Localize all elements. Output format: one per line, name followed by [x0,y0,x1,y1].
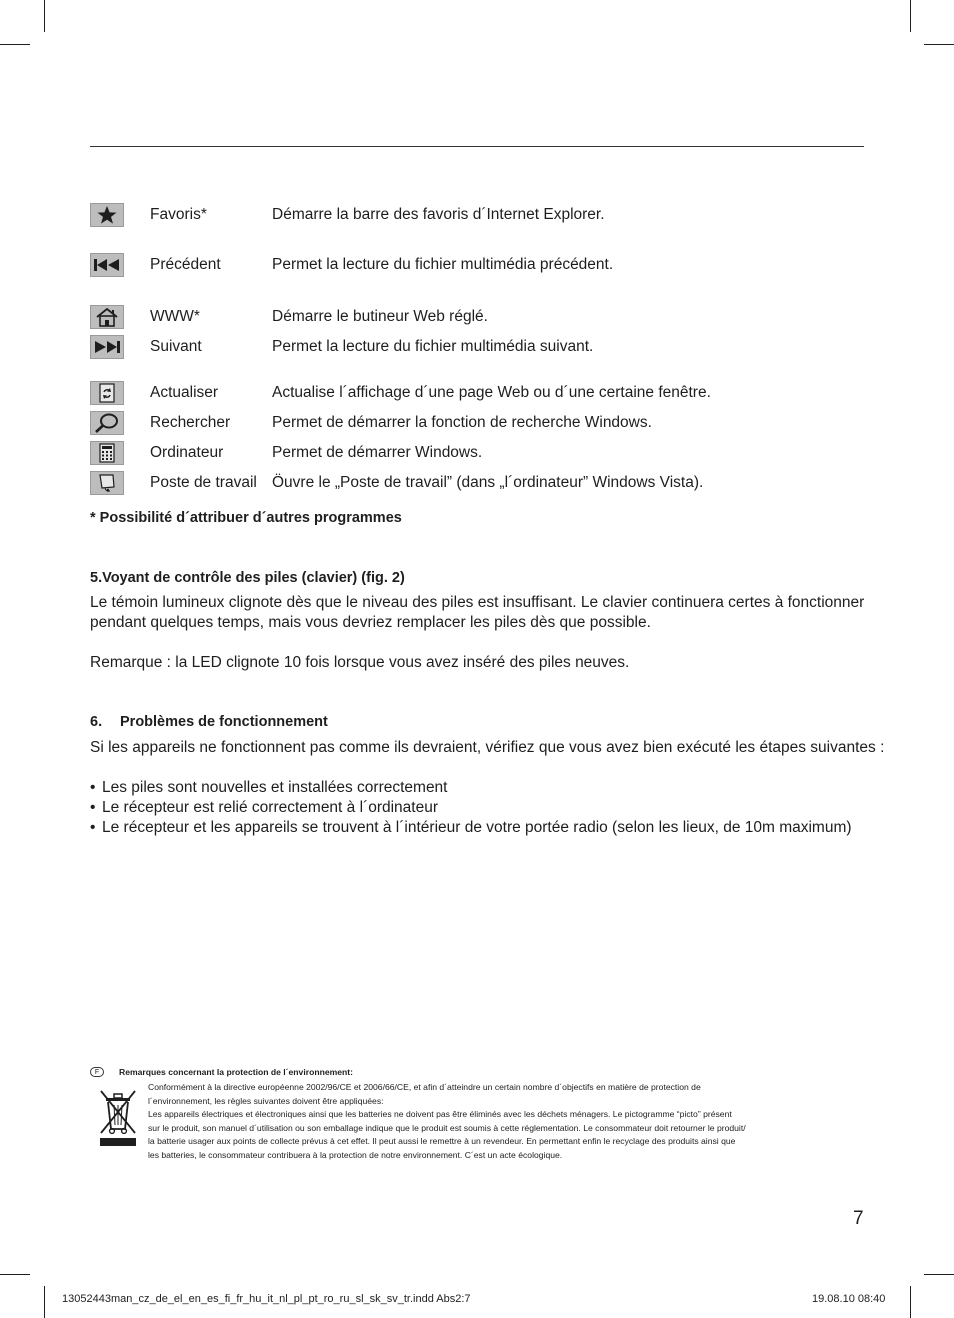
section-5-paragraph-line-2: pendant quelques temps, mais vous devriez remplacer les piles dès que possible. [90,614,651,631]
environment-line: l´environnement, les règles suivantes doivent être appliquées: [148,1095,384,1106]
home-icon [90,305,124,329]
crop-mark [924,1274,954,1275]
list-item-text: Le récepteur et les appareils se trouvent à l´intérieur de votre portée radio (selon les lieux, de 10m maximum) [102,819,852,836]
computer-icon [90,471,124,495]
crop-mark [910,0,911,32]
key-description: Permet de démarrer la fonction de recherche Windows. [272,414,652,431]
list-item: • Le récepteur est relié correctement à l´ordinateur [90,799,438,816]
previous-track-icon [90,253,124,277]
weee-bin-icon [97,1087,139,1154]
next-track-icon [90,335,124,359]
list-item: • Le récepteur et les appareils se trouvent à l´intérieur de votre portée radio (selon les lieux, de 10m maximum) [90,819,852,836]
print-slug-timestamp: 19.08.10 08:40 [812,1293,886,1305]
section-5-remark: Remarque : la LED clignote 10 fois lorsque vous avez inséré des piles neuves. [90,654,630,671]
key-row-favorites [90,203,870,229]
key-description: Démarre la barre des favoris d´Internet Explorer. [272,206,605,223]
environment-title: Remarques concernant la protection de l´environnement: [119,1067,353,1077]
section-5-heading: 5.Voyant de contrôle des piles (clavier) (fig. 2) [90,570,405,586]
key-row-computer [90,441,870,467]
key-name: WWW* [150,308,200,325]
section-6-intro: Si les appareils ne fonctionnent pas comme ils devraient, vérifiez que vous avez bien exécuté les étapes suivantes : [90,739,885,756]
crop-mark [44,1286,45,1318]
magnifier-icon [90,411,124,435]
troubleshooting-list [90,778,852,838]
crop-mark [0,1274,30,1275]
crop-mark [44,0,45,32]
key-name: Poste de travail [150,474,257,491]
crop-mark [910,1286,911,1318]
key-row-next [90,335,870,361]
key-name: Favoris* [150,206,207,223]
calculator-icon [90,441,124,465]
key-description: Permet de démarrer Windows. [272,444,483,461]
key-name: Actualiser [150,384,219,401]
key-row-my-computer [90,471,870,497]
key-name: Précédent [150,256,221,273]
crop-mark [924,44,954,45]
key-row-refresh [90,381,870,407]
key-row-previous [90,253,870,279]
section-6-heading: Problèmes de fonctionnement [120,714,328,730]
section-5-paragraph-line-1: Le témoin lumineux clignote dès que le niveau des piles est insuffisant. Le clavier continuera certes à fonctionner [90,594,865,611]
print-slug-filename: 13052443man_cz_de_el_en_es_fi_fr_hu_it_nl_pl_pt_ro_ru_sl_sk_sv_tr.indd Abs2:7 [62,1293,471,1305]
refresh-icon [90,381,124,405]
environment-line: Les appareils électriques et électroniques ainsi que les batteries ne doivent pas être éliminés avec les déchets ménagers. Le pictogramme “picto” présent [148,1109,732,1119]
star-icon [90,203,124,227]
list-item-text: Les piles sont nouvelles et installées correctement [102,779,448,796]
footnote: * Possibilité d´attribuer d´autres programmes [90,510,402,526]
environment-body [148,1081,868,1162]
list-item: • Les piles sont nouvelles et installées correctement [90,779,448,796]
key-name: Suivant [150,338,202,355]
language-mark: F [90,1067,104,1077]
key-description: Öuvre le „Poste de travail” (dans „l´ordinateur” Windows Vista). [272,474,704,491]
key-description: Permet la lecture du fichier multimédia précédent. [272,256,614,273]
list-item-text: Le récepteur est relié correctement à l´ordinateur [102,799,438,816]
environment-line: sur le produit, son manuel d´utilisation ou son emballage indique que le produit est soumis à cette réglementation. Le consommateur doit retourner le produit/ [148,1122,746,1133]
environment-line: la batterie usager aux points de collecte prévus à cet effet. Il peut aussi le remettre à un revendeur. En permettant enfin le recyclage des produits ainsi que [148,1136,736,1146]
header-rule [90,146,864,147]
key-description: Actualise l´affichage d´une page Web ou d´une certaine fenêtre. [272,384,711,401]
key-name: Rechercher [150,414,231,431]
environment-line: Conformément à la directive européenne 2002/96/CE et 2006/66/CE, et afin d´atteindre un certain nombre d´objectifs en matière de protection de [148,1082,701,1092]
section-6-number: 6. [90,714,103,730]
key-row-search [90,411,870,437]
key-name: Ordinateur [150,444,224,461]
crop-mark [0,44,30,45]
key-row-www [90,305,870,331]
page-number: 7 [853,1208,864,1229]
environment-line: les batteries, le consommateur contribuera à la protection de notre environnement. C´est un acte écologique. [148,1149,563,1160]
key-description: Démarre le butineur Web réglé. [272,308,488,325]
key-description: Permet la lecture du fichier multimédia suivant. [272,338,594,355]
